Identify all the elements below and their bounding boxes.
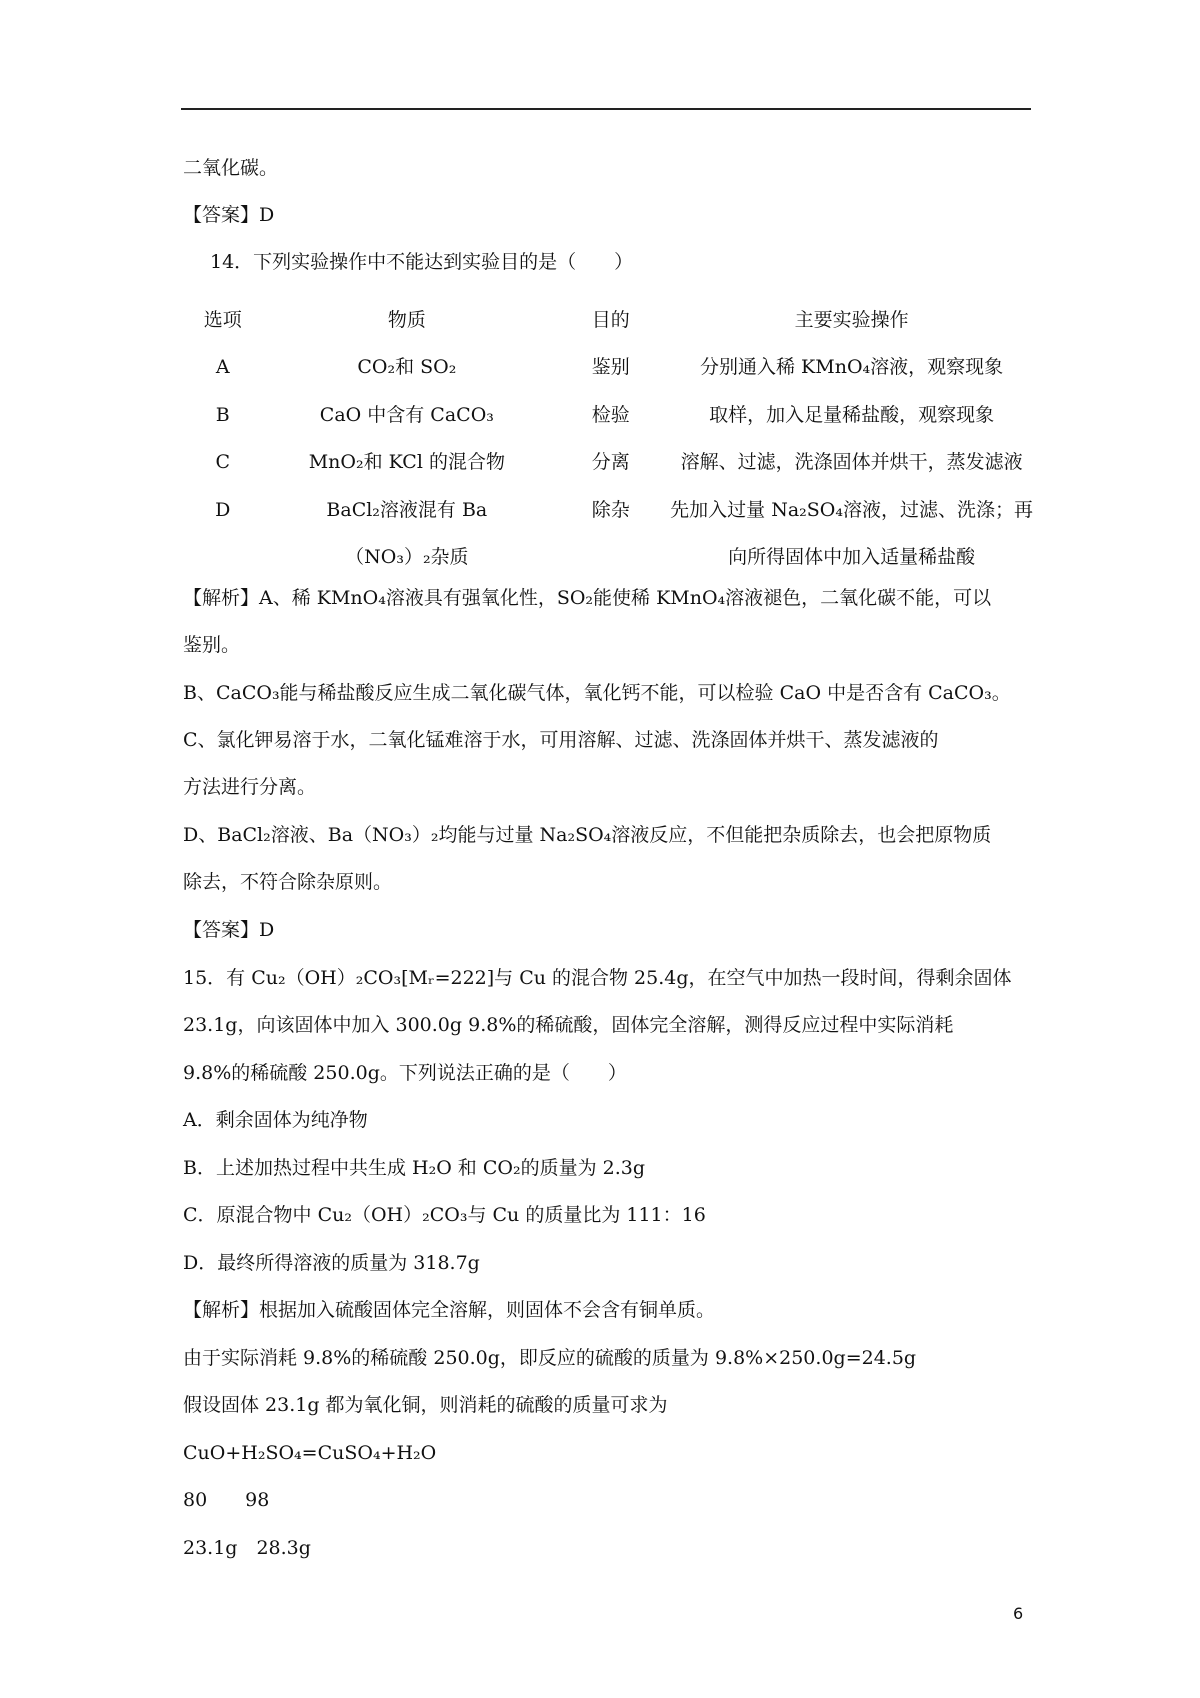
table-row <box>183 486 1033 534</box>
text-line: 方法进行分离。 <box>183 776 317 798</box>
text-line: B、CaCO₃能与稀盐酸反应生成二氧化碳气体，氧化钙不能，可以检验 CaO 中是否含有 CaCO₃。 <box>183 682 1011 704</box>
option-a: A．剩余固体为纯净物 <box>183 1109 368 1131</box>
table-cell: C <box>215 451 230 474</box>
table-header-cell: 主要实验操作 <box>794 308 909 331</box>
table-cell: 溶解、过滤，洗涤固体并烘干，蒸发滤液 <box>680 451 1023 474</box>
text-line: 由于实际消耗 9.8%的稀硫酸 250.0g，即反应的硫酸的质量为 9.8%×250.0g=24.5g <box>183 1347 917 1369</box>
table-cell: D <box>215 498 231 521</box>
text-line: 除去，不符合除杂原则。 <box>183 871 393 893</box>
text-line: D、BaCl₂溶液、Ba（NO₃）₂均能与过量 Na₂SO₄溶液反应，不但能把杂质除去，也会把原物质 <box>183 824 992 846</box>
analysis-line: 【解析】根据加入硫酸固体完全溶解，则固体不会含有铜单质。 <box>183 1299 716 1321</box>
text-line: 假设固体 23.1g 都为氧化铜，则消耗的硫酸的质量可求为 <box>183 1394 668 1416</box>
question-15: 15．有 Cu₂（OH）₂CO₃[Mᵣ=222]与 Cu 的混合物 25.4g，在空气中加热一段时间，得剩余固体 <box>183 967 1012 989</box>
table-header-cell: 目的 <box>591 308 630 331</box>
answer-line: 【答案】D <box>183 919 275 941</box>
equation-line: CuO+H₂SO₄=CuSO₄+H₂O <box>183 1442 437 1464</box>
option-c: C．原混合物中 Cu₂（OH）₂CO₃与 Cu 的质量比为 111：16 <box>183 1204 706 1226</box>
table-cell: CO₂和 SO₂ <box>357 356 457 379</box>
table-cell: 取样，加入足量稀盐酸，观察现象 <box>709 403 995 426</box>
table-cell: BaCl₂溶液混有 Ba <box>326 498 488 521</box>
table-cell: 检验 <box>591 403 630 426</box>
analysis-line: 【解析】A、稀 KMnO₄溶液具有强氧化性，SO₂能使稀 KMnO₄溶液褪色，二氧化碳不能，可以 <box>183 587 992 609</box>
table-cell: （NO₃）₂杂质 <box>345 546 469 569</box>
table-row <box>183 344 1033 392</box>
table-cell: B <box>215 403 230 426</box>
text-line: 鉴别。 <box>183 634 241 656</box>
option-d: D．最终所得溶液的质量为 318.7g <box>183 1252 480 1274</box>
table-cell <box>551 534 670 582</box>
table-cell: CaO 中含有 CaCO₃ <box>319 403 494 426</box>
table-cell: 分离 <box>591 451 630 474</box>
table-header-cell: 选项 <box>203 308 242 331</box>
text-line: 9.8%的稀硫酸 250.0g。下列说法正确的是（ ） <box>183 1062 627 1084</box>
option-b: B．上述加热过程中共生成 H₂O 和 CO₂的质量为 2.3g <box>183 1157 645 1179</box>
equation-line: 23.1g 28.3g <box>183 1537 311 1559</box>
table-row <box>183 439 1033 487</box>
answer-line: 【答案】D <box>183 204 275 226</box>
header-rule <box>181 108 1031 110</box>
text-line: C、氯化钾易溶于水，二氧化锰难溶于水，可用溶解、过滤、洗涤固体并烘干、蒸发滤液的 <box>183 729 939 751</box>
page-number: 6 <box>1013 1604 1024 1623</box>
equation-line: 80 98 <box>183 1489 270 1511</box>
table-cell: 先加入过量 Na₂SO₄溶液，过滤、洗涤；再 <box>670 498 1033 521</box>
text-line: 23.1g，向该固体中加入 300.0g 9.8%的稀硫酸，固体完全溶解，测得反应过程中实际消耗 <box>183 1014 954 1036</box>
table-cell: 除杂 <box>591 498 630 521</box>
table-cell: 分别通入稀 KMnO₄溶液，观察现象 <box>700 356 1004 379</box>
experiment-table <box>183 296 1033 581</box>
table-cell <box>183 534 262 582</box>
question-14: 14．下列实验操作中不能达到实验目的是（ ） <box>210 251 634 273</box>
table-header-row <box>183 296 1033 344</box>
table-cell: 鉴别 <box>591 356 630 379</box>
table-cell: MnO₂和 KCl 的混合物 <box>308 451 505 474</box>
table-row <box>183 391 1033 439</box>
table-cell: 向所得固体中加入适量稀盐酸 <box>728 546 976 569</box>
table-row <box>183 534 1033 582</box>
text-line: 二氧化碳。 <box>183 157 279 179</box>
table-cell: A <box>215 356 230 379</box>
table-header-cell: 物质 <box>387 308 426 331</box>
